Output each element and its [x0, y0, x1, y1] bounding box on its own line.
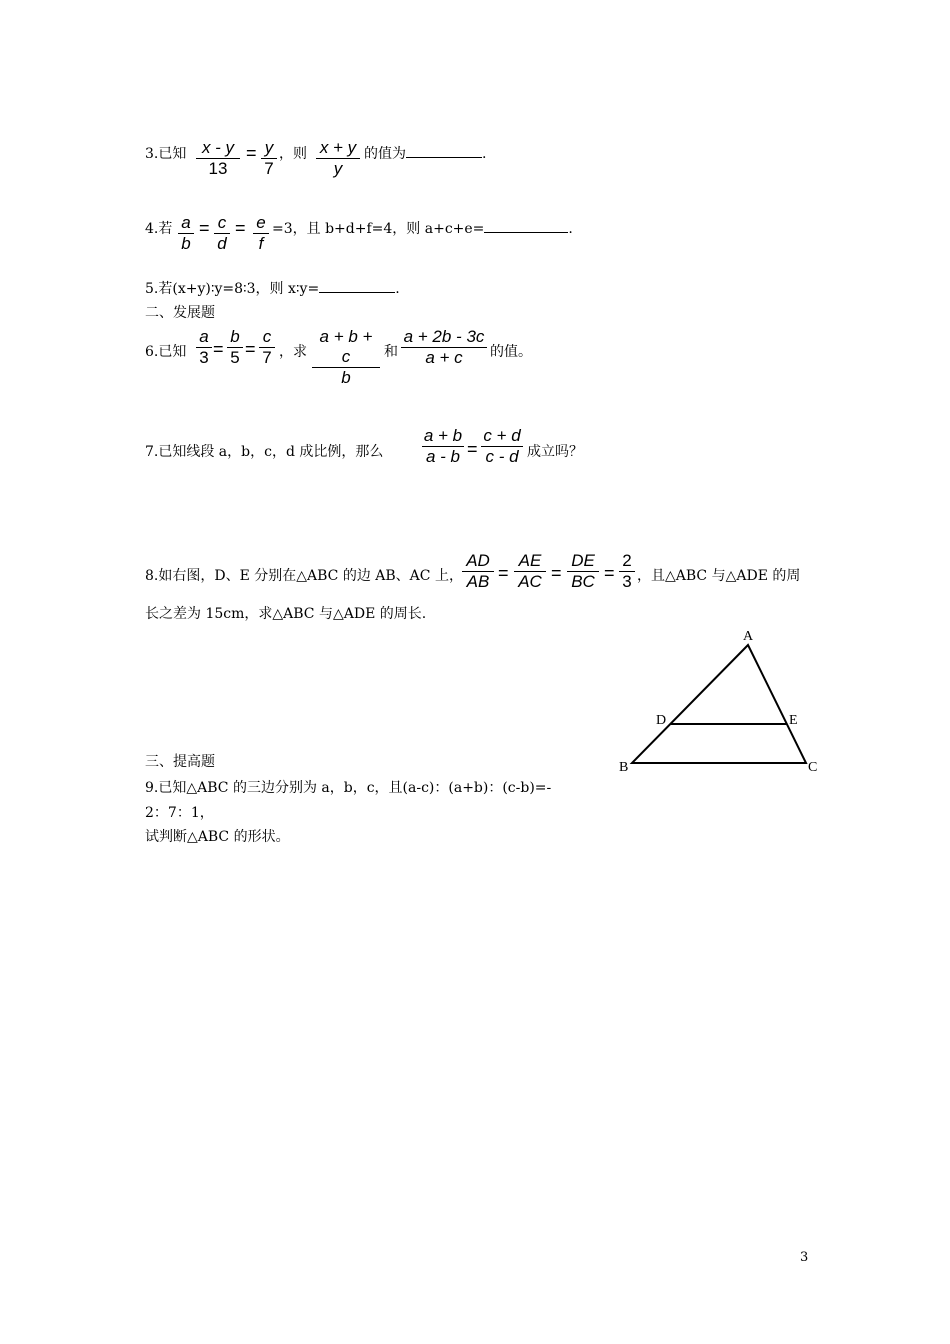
q8-fraction-2	[514, 551, 546, 592]
q6-f1-numerator: a	[196, 327, 212, 348]
q6-f3-denominator: 7	[262, 348, 272, 367]
q4-f3-numerator: e	[253, 213, 269, 234]
q3-f1-numerator: x - y	[196, 138, 240, 159]
q6-and: 和	[384, 344, 398, 360]
q8-fraction-3	[567, 551, 599, 592]
q4-fraction-2	[214, 213, 230, 254]
q7-f2-denominator: c - d	[485, 447, 519, 466]
q3-f2-numerator: y	[261, 138, 277, 159]
q4-answer-blank[interactable]	[484, 220, 568, 233]
q3-f3-denominator: y	[333, 159, 343, 178]
q7-f1-denominator: a - b	[425, 447, 461, 466]
q4-fraction-1	[178, 213, 194, 254]
q3-fraction-2	[261, 138, 277, 179]
q8-line-2: 长之差为 15cm，求△ABC 与△ADE 的周长.	[145, 606, 427, 622]
q7-prefix: 7.已知线段 a，b，c，d 成比例，那么	[145, 444, 384, 460]
label-e: E	[789, 713, 798, 728]
q6-fraction-4	[312, 327, 380, 388]
q4-f2-denominator: d	[217, 234, 227, 253]
q9-line-3: 试判断△ABC 的形状。	[145, 829, 290, 845]
q8-f3-denominator: BC	[571, 572, 595, 591]
q5-end: .	[395, 281, 400, 297]
q3-end: .	[482, 146, 487, 162]
q7-fraction-1	[422, 426, 464, 467]
q4-f2-numerator: c	[214, 213, 230, 234]
section-2-heading: 二、发展题	[145, 305, 215, 321]
q4-prefix: 4.若	[145, 221, 173, 237]
q8-f4-numerator: 2	[619, 551, 635, 572]
equals-sign: =	[199, 218, 210, 238]
q5-answer-blank[interactable]	[319, 280, 395, 293]
label-d: D	[656, 713, 667, 728]
q3-suffix	[364, 143, 486, 163]
q8-suffix: ，且△ABC 与△ADE 的周	[637, 568, 801, 584]
q4-text-main: =3，且 b+d+f=4，则 a+c+e=	[272, 221, 485, 237]
equals-sign: =	[604, 563, 615, 583]
q8-f3-numerator: DE	[567, 551, 599, 572]
equals-sign: =	[235, 218, 246, 238]
q9-line-2: 2：7：1，	[145, 805, 214, 821]
q5-text-main: 5.若(x+y)∶y=8∶3，则 x∶y=	[145, 281, 320, 297]
q3-fraction-1	[196, 138, 240, 179]
q9-line-1: 9.已知△ABC 的三边分别为 a，b，c，且(a-c)：(a+b)：(c-b)=-	[145, 780, 552, 796]
q3-f2-denominator: 7	[264, 159, 274, 178]
q8-f2-denominator: AC	[518, 572, 542, 591]
equals-sign: =	[213, 339, 224, 359]
q8-fraction-1	[462, 551, 494, 592]
q7-suffix: 成立吗？	[527, 444, 583, 460]
q6-f5-numerator: a + 2b - 3c	[401, 327, 487, 348]
q6-mid: ，求	[279, 344, 307, 360]
q3-prefix: 3.已知	[145, 146, 187, 162]
q4-fraction-3	[253, 213, 269, 254]
q8-f1-denominator: AB	[466, 572, 490, 591]
q8-fraction-4	[619, 551, 635, 592]
q8-f1-numerator: AD	[462, 551, 494, 572]
q3-mid: ，则	[279, 146, 307, 162]
q6-fraction-1	[196, 327, 212, 368]
triangle-figure	[610, 625, 830, 780]
equals-sign: =	[246, 143, 257, 163]
q3-f1-denominator: 13	[208, 159, 228, 178]
triangle-abc	[632, 645, 806, 763]
q6-f4-denominator: b	[341, 368, 351, 387]
q7-f2-numerator: c + d	[481, 426, 523, 447]
q8-f2-numerator: AE	[514, 551, 546, 572]
section-3-heading: 三、提高题	[145, 754, 215, 770]
q4-end: .	[568, 221, 573, 237]
q3-fraction-3	[316, 138, 360, 179]
q8-prefix: 8.如右图，D、E 分别在△ABC 的边 AB、AC 上，	[145, 568, 463, 584]
q6-fraction-5	[401, 327, 487, 368]
q6-fraction-2	[227, 327, 243, 368]
equals-sign: =	[551, 563, 562, 583]
q6-f2-denominator: 5	[230, 348, 240, 367]
q3-answer-blank[interactable]	[406, 145, 482, 158]
q6-f4-numerator: a + b + c	[312, 327, 380, 368]
q4-f3-denominator: f	[258, 234, 264, 253]
q6-f5-denominator: a + c	[425, 348, 463, 367]
q4-f1-denominator: b	[181, 234, 191, 253]
label-c: C	[808, 760, 818, 775]
q4-text	[272, 218, 573, 238]
q6-suffix: 的值。	[490, 344, 532, 360]
q3-suffix-text: 的值为	[364, 146, 406, 162]
equals-sign: =	[498, 563, 509, 583]
q7-f1-numerator: a + b	[423, 426, 463, 445]
q8-f4-denominator: 3	[622, 572, 632, 591]
equals-sign: =	[245, 339, 256, 359]
equals-sign: =	[467, 439, 478, 459]
q3-f3-numerator: x + y	[316, 138, 360, 159]
label-b: B	[619, 760, 629, 775]
q6-prefix: 6.已知	[145, 344, 187, 360]
page-number: 3	[800, 1250, 809, 1265]
label-a: A	[743, 629, 754, 644]
q7-fraction-2	[481, 426, 523, 467]
q5-text	[145, 278, 400, 298]
q6-fraction-3	[259, 327, 275, 368]
q6-f3-numerator: c	[259, 327, 275, 348]
q6-f2-numerator: b	[227, 327, 243, 348]
q6-f1-denominator: 3	[199, 348, 209, 367]
q4-f1-numerator: a	[178, 213, 194, 234]
